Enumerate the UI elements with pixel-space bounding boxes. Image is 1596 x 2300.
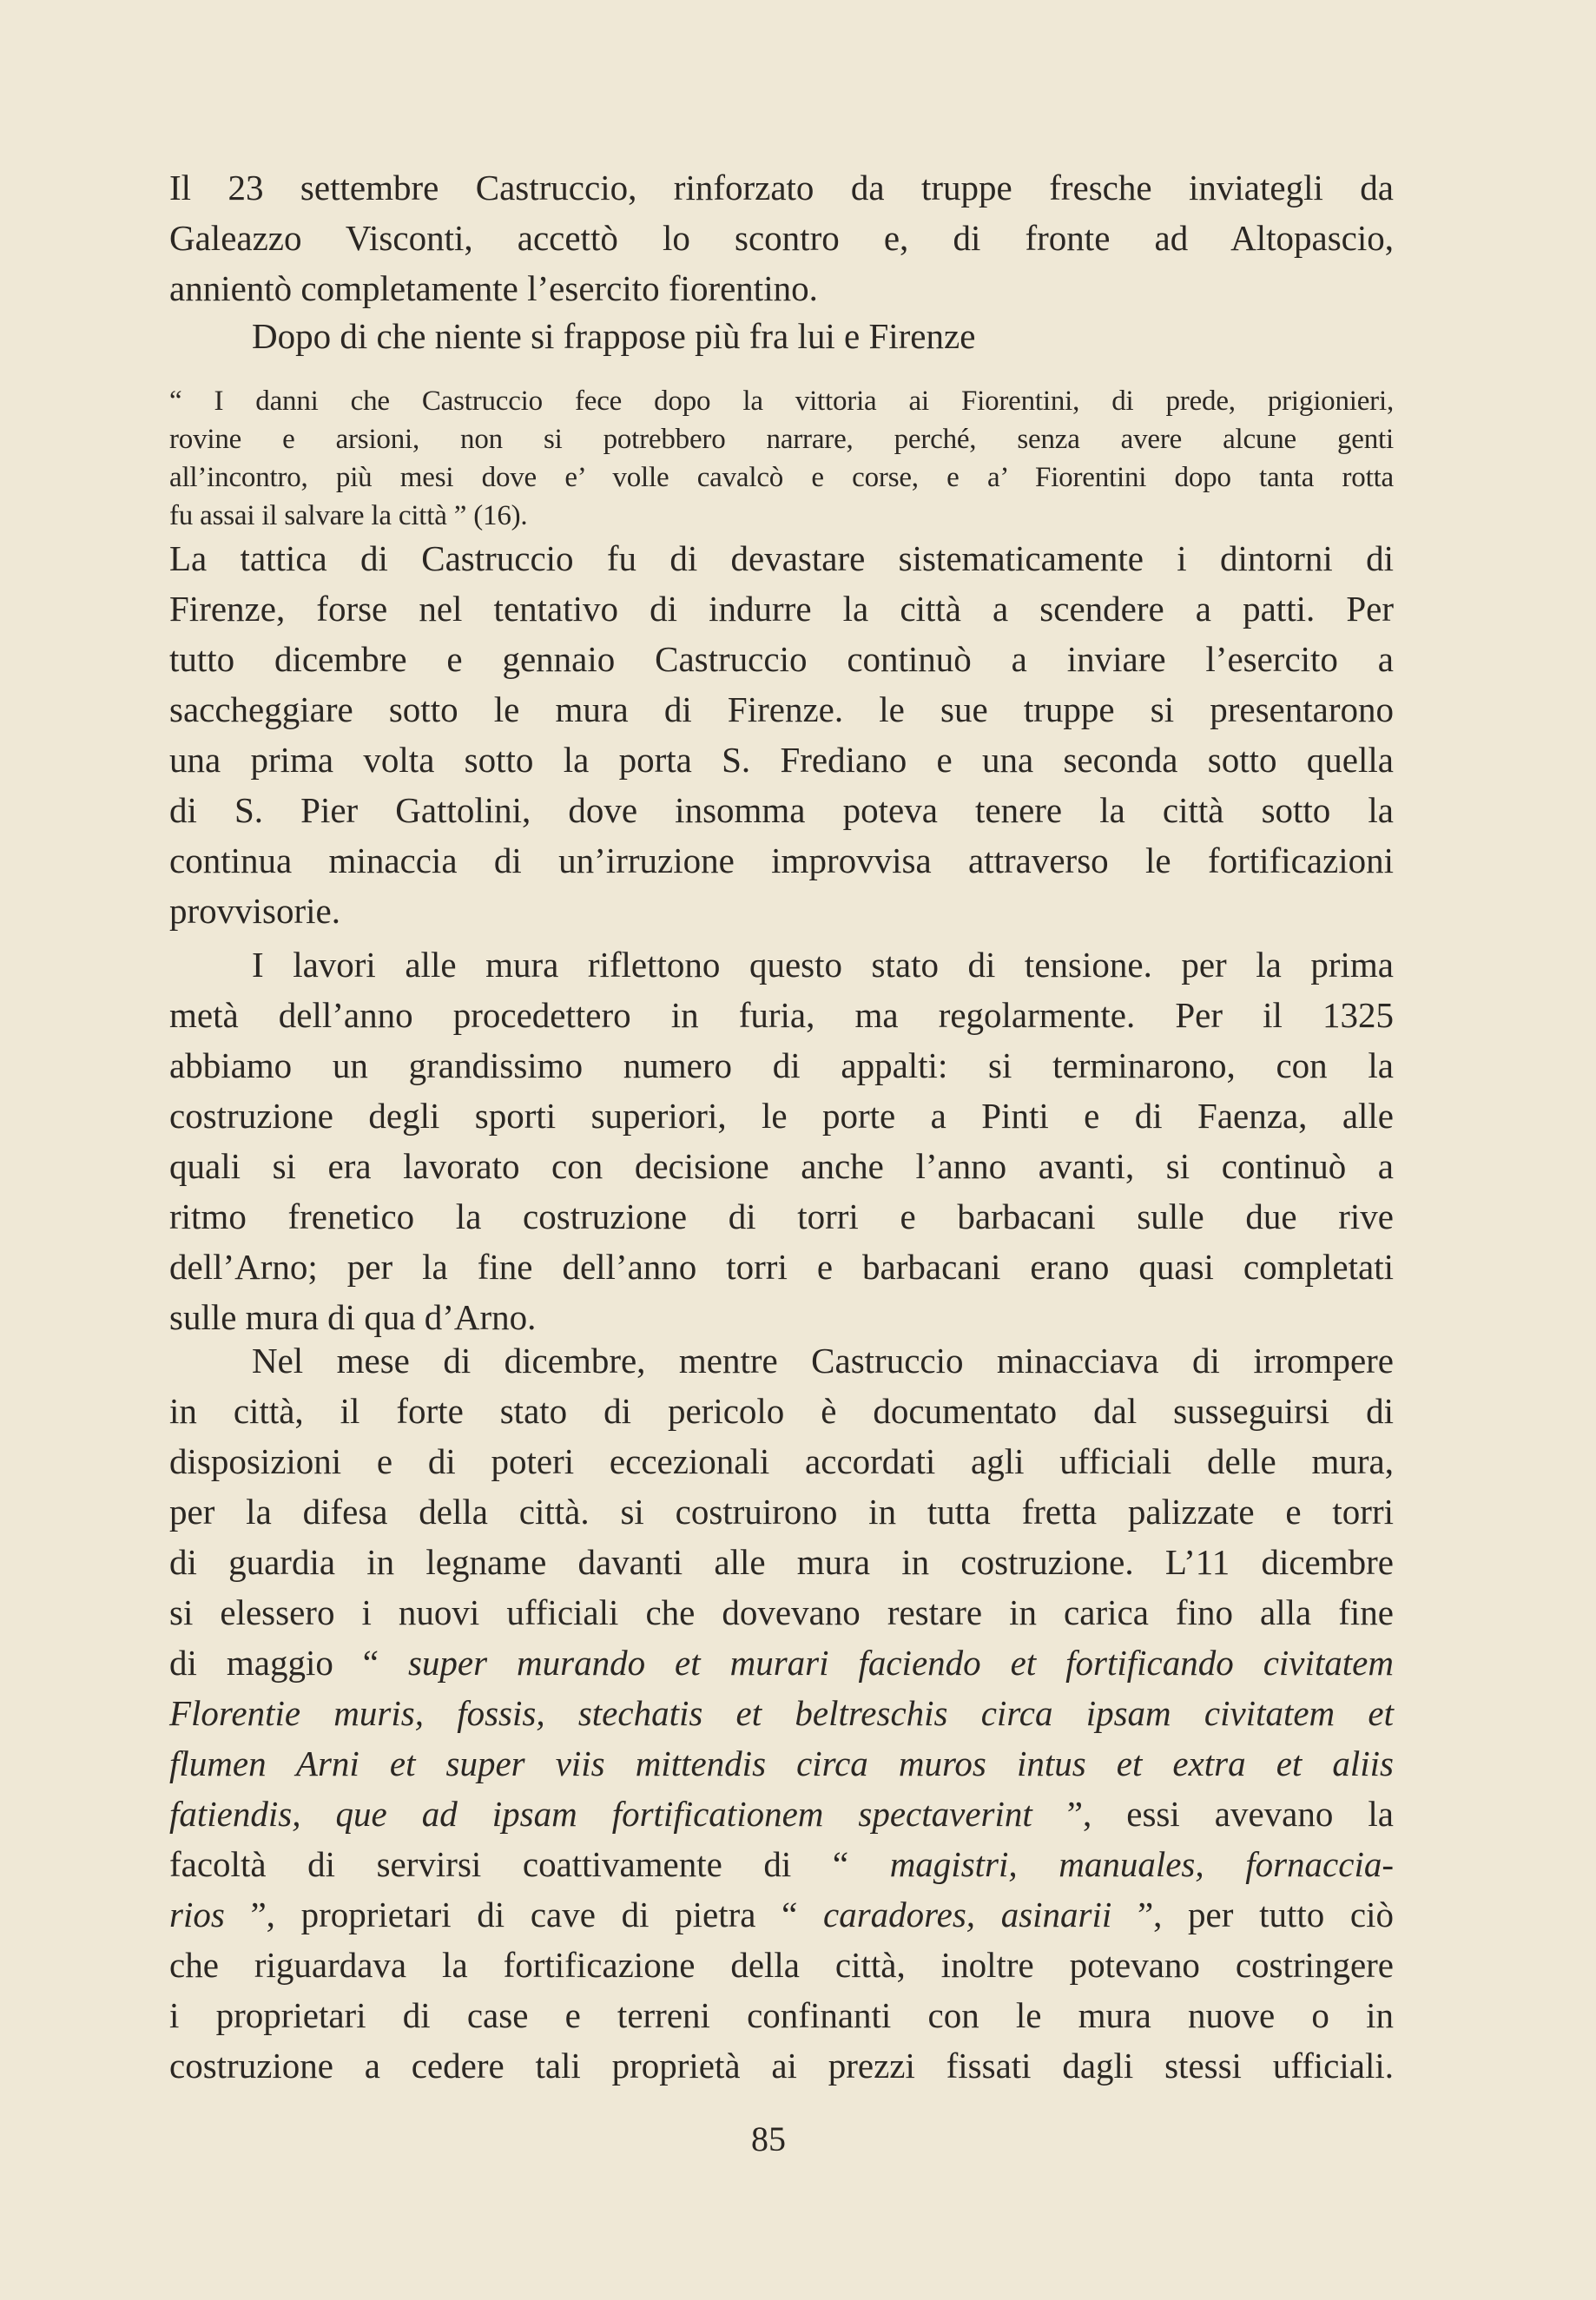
- text-line: [169, 990, 1394, 1040]
- text-run: disposizioni e di poteri eccezionali accordati agli ufficiali delle mura,: [169, 1441, 1394, 1481]
- text-line: [169, 213, 1394, 263]
- text-run: Firenze, forse nel tentativo di indurre la città a scendere a patti. Per: [169, 589, 1394, 629]
- text-line: [169, 886, 1394, 936]
- paragraph-4: [169, 939, 1394, 1342]
- text-line: [169, 1990, 1394, 2040]
- text-line: [169, 1638, 1394, 1688]
- text-line: [169, 1486, 1394, 1537]
- text-line: [169, 1335, 1394, 1386]
- text-line: [169, 458, 1394, 497]
- text-run: La tattica di Castruccio fu di devastare sistematicamente i dintorni di: [169, 538, 1394, 578]
- text-line: [169, 1091, 1394, 1141]
- text-run: rovine e arsioni, non si potrebbero narrare, perché, senza avere alcune genti: [169, 424, 1394, 455]
- text-run: per la difesa della città. si costruirono in tutta fretta palizzate e torri: [169, 1492, 1394, 1532]
- text-run: quali si era lavorato con decisione anche l’anno avanti, si continuò a: [169, 1146, 1394, 1186]
- text-run: continua minaccia di un’irruzione improvvisa attraverso le fortificazioni: [169, 840, 1394, 880]
- text-run: di maggio “: [169, 1643, 408, 1683]
- text-run: costruzione a cedere tali proprietà ai prezzi fissati dagli stessi ufficiali.: [169, 2046, 1394, 2086]
- paragraph-5: [169, 1335, 1394, 2091]
- text-line: [169, 162, 1394, 213]
- text-run: fu assai il salvare la città ” (16).: [169, 500, 528, 531]
- text-run: dell’Arno; per la fine dell’anno torri e barbacani erano quasi completati: [169, 1247, 1394, 1287]
- text-line: [169, 2040, 1394, 2091]
- text-run: una prima volta sotto la porta S. Frediano e una seconda sotto quella: [169, 740, 1394, 780]
- text-line: [169, 382, 1394, 420]
- text-run: Il 23 settembre Castruccio, rinforzato da truppe fresche inviategli da: [169, 168, 1394, 208]
- text-run: “ I danni che Castruccio fece dopo la vittoria ai Fiorentini, di prede, prigionieri,: [169, 386, 1394, 417]
- text-line: [169, 1436, 1394, 1486]
- text-run: ”, per tutto ciò: [1111, 1895, 1395, 1934]
- text-run: in città, il forte stato di pericolo è documentato dal susseguirsi di: [169, 1391, 1394, 1431]
- text-line: [169, 263, 1394, 313]
- text-run: Galeazzo Visconti, accettò lo scontro e, di fronte ad Altopascio,: [169, 218, 1394, 258]
- text-line: [169, 1789, 1394, 1839]
- italic-text: super murando et murari faciendo et fortificando civitatem: [407, 1643, 1394, 1683]
- text-run: sulle mura di qua d’Arno.: [169, 1297, 537, 1337]
- text-line: [169, 1141, 1394, 1191]
- text-run: provvisorie.: [169, 891, 340, 931]
- italic-text: magistri, manuales, fornaccia-: [889, 1844, 1394, 1884]
- text-line: [169, 1386, 1394, 1436]
- text-run: Nel mese di dicembre, mentre Castruccio minacciava di irrompere: [252, 1341, 1394, 1381]
- text-line: [169, 1839, 1394, 1889]
- text-run: di S. Pier Gattolini, dove insomma poteva tenere la città sotto la: [169, 790, 1394, 830]
- paragraph-1: [169, 162, 1394, 313]
- text-line: [169, 634, 1394, 684]
- text-run: si elessero i nuovi ufficiali che dovevano restare in carica fino alla fine: [169, 1592, 1394, 1632]
- text-line: [169, 583, 1394, 634]
- text-line: [169, 311, 1394, 361]
- text-line: [169, 1191, 1394, 1242]
- text-run: saccheggiare sotto le mura di Firenze. le sue truppe si presentarono: [169, 689, 1394, 729]
- text-run: costruzione degli sporti superiori, le porte a Pinti e di Faenza, alle: [169, 1096, 1394, 1136]
- italic-text: Florentie muris, fossis, stechatis et beltreschis circa ipsam civitatem et: [169, 1693, 1394, 1733]
- text-run: all’incontro, più mesi dove e’ volle cavalcò e corse, e a’ Fiorentini dopo tanta rotta: [169, 462, 1394, 493]
- italic-text: caradores, asinarii: [823, 1895, 1112, 1934]
- text-line: [169, 939, 1394, 990]
- text-run: I lavori alle mura riflettono questo stato di tensione. per la prima: [252, 945, 1394, 985]
- paragraph-2: [169, 311, 1394, 361]
- text-line: [169, 1040, 1394, 1091]
- text-run: che riguardava la fortificazione della città, inoltre potevano costringere: [169, 1945, 1394, 1985]
- italic-text: fatiendis, que ad ipsam fortificationem spectaverint: [169, 1794, 1032, 1834]
- text-line: [169, 1688, 1394, 1738]
- paragraph-3: [169, 533, 1394, 936]
- text-run: facoltà di servirsi coattivamente di “: [169, 1844, 890, 1884]
- text-run: ”, proprietari di cave di pietra “: [224, 1895, 824, 1934]
- text-line: [169, 533, 1394, 583]
- text-line: [169, 1242, 1394, 1292]
- text-run: abbiamo un grandissimo numero di appalti: si terminarono, con la: [169, 1045, 1394, 1085]
- text-line: [169, 1587, 1394, 1638]
- text-line: [169, 785, 1394, 835]
- text-run: ritmo frenetico la costruzione di torri e barbacani sulle due rive: [169, 1196, 1394, 1236]
- text-line: [169, 1940, 1394, 1990]
- text-run: annientò completamente l’esercito fiorentino.: [169, 268, 818, 308]
- text-run: i proprietari di case e terreni confinanti con le mura nuove o in: [169, 1995, 1394, 2035]
- page-number: 85: [751, 2119, 786, 2158]
- text-line: [169, 835, 1394, 886]
- text-line: [169, 1537, 1394, 1587]
- text-line: [169, 497, 1394, 535]
- text-run: tutto dicembre e gennaio Castruccio continuò a inviare l’esercito a: [169, 639, 1394, 679]
- text-line: [169, 1889, 1394, 1940]
- italic-text: rios: [169, 1895, 225, 1934]
- text-run: metà dell’anno procedettero in furia, ma regolarmente. Per il 1325: [169, 995, 1394, 1035]
- text-line: [169, 420, 1394, 458]
- text-run: Dopo di che niente si frappose più fra lui e Firenze: [252, 316, 976, 356]
- block-quote: [169, 382, 1394, 535]
- text-run: di guardia in legname davanti alle mura in costruzione. L’11 dicembre: [169, 1542, 1394, 1582]
- text-line: [169, 684, 1394, 735]
- text-line: [169, 735, 1394, 785]
- text-line: [169, 1738, 1394, 1789]
- italic-text: flumen Arni et super viis mittendis circa muros intus et extra et aliis: [169, 1743, 1394, 1783]
- text-run: ”, essi avevano la: [1032, 1794, 1394, 1834]
